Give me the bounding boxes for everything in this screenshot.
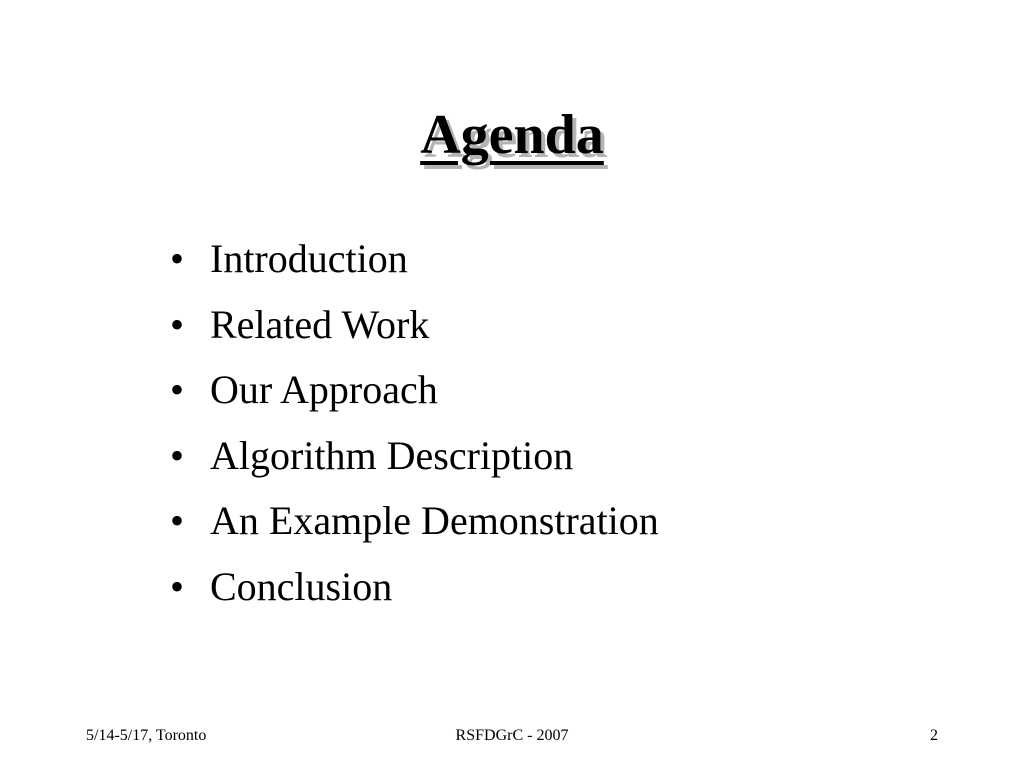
bullet-icon: • (170, 432, 185, 478)
footer-date-location: 5/14-5/17, Toronto (86, 727, 207, 744)
agenda-item-label: Introduction (210, 236, 408, 281)
bullet-icon: • (170, 301, 185, 347)
agenda-item-label: Algorithm Description (210, 432, 574, 478)
agenda-item-our-approach (170, 357, 659, 423)
footer-conference: RSFDGrC - 2007 (455, 727, 569, 744)
agenda-item-label: An Example Demonstration (210, 498, 659, 543)
bullet-icon: • (170, 236, 185, 281)
agenda-item-introduction (170, 226, 659, 292)
agenda-item-related-work (170, 292, 659, 358)
agenda-item-algorithm-description (170, 423, 659, 489)
bullet-icon: • (170, 367, 185, 412)
agenda-item-conclusion (170, 554, 659, 620)
agenda-item-example-demonstration (170, 488, 659, 554)
agenda-item-label: Our Approach (210, 367, 438, 412)
agenda-list (170, 226, 659, 619)
bullet-icon: • (170, 563, 185, 609)
agenda-item-label: Related Work (210, 301, 430, 347)
bullet-icon: • (170, 498, 185, 543)
agenda-item-label: Conclusion (210, 563, 393, 609)
footer-page-number: 2 (930, 727, 938, 744)
slide-title: Agenda (420, 104, 604, 166)
